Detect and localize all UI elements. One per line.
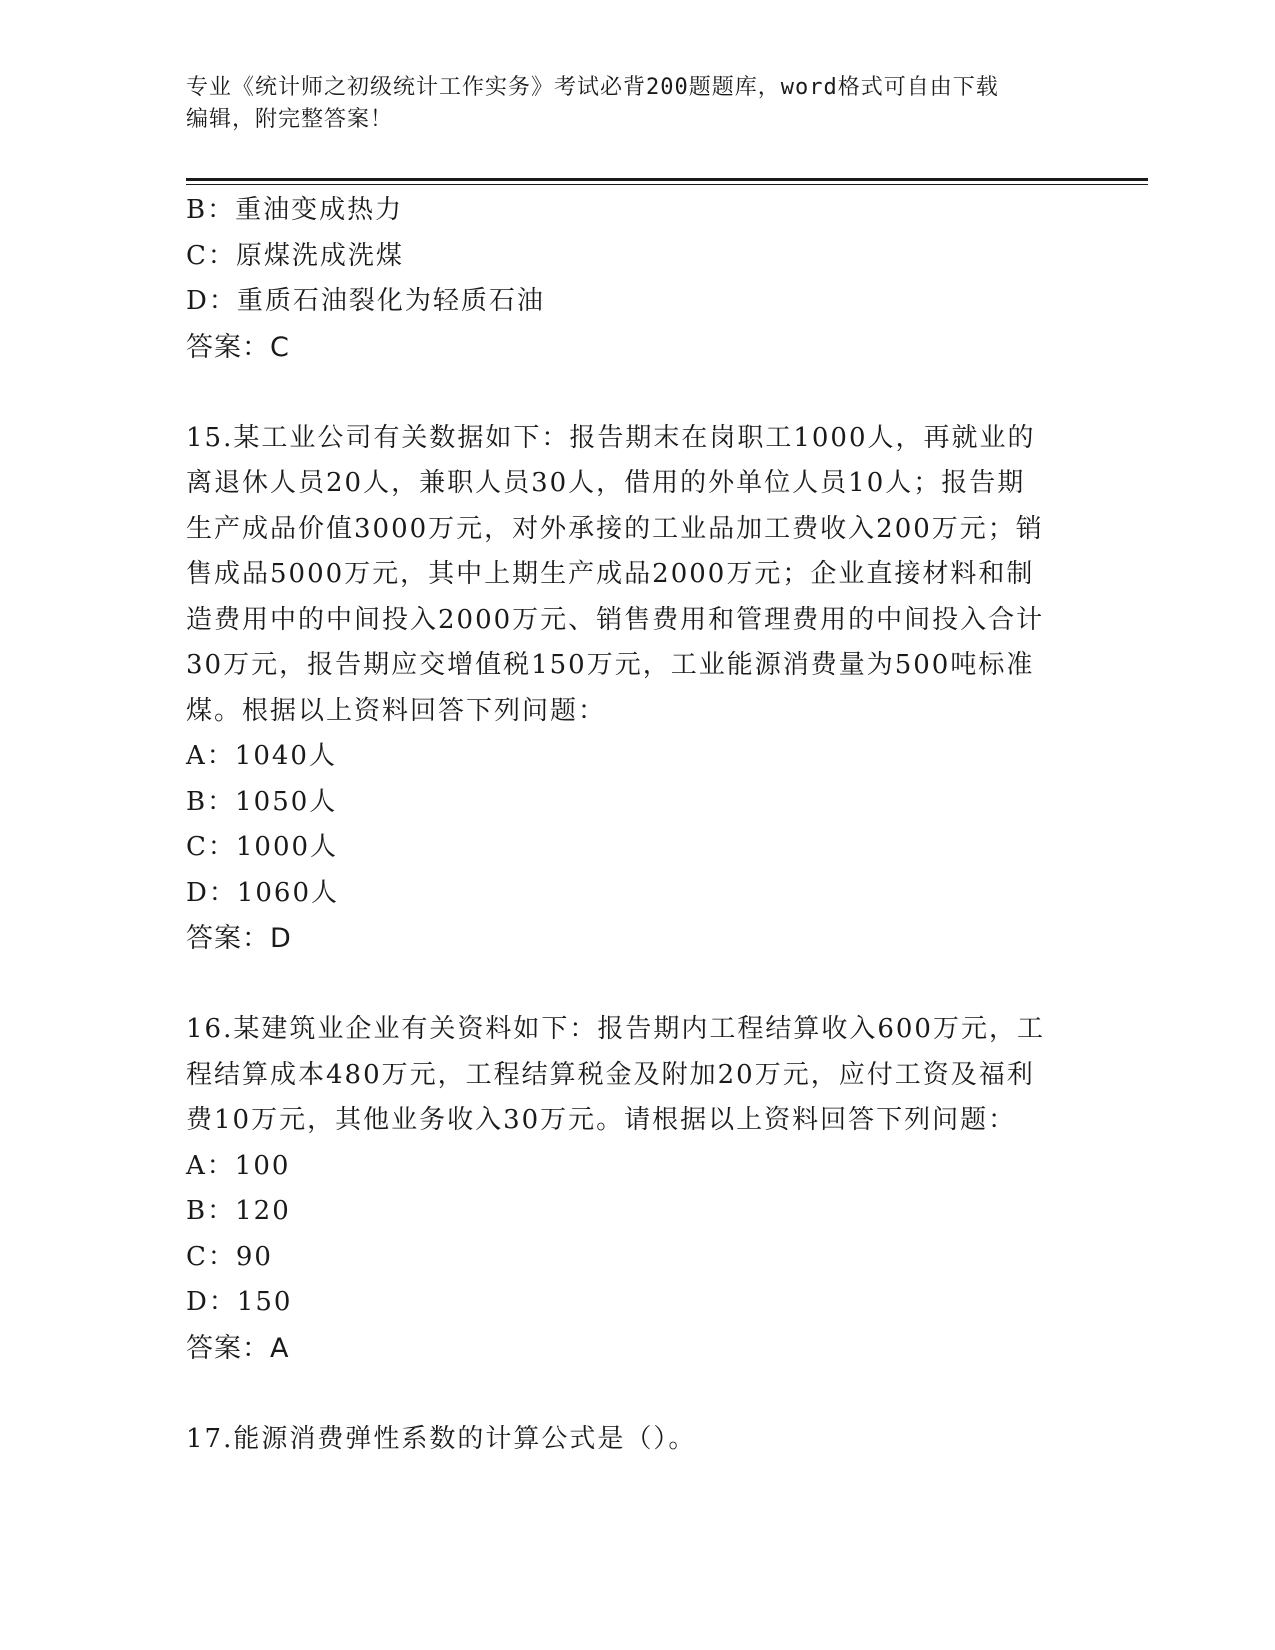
document-header — [186, 72, 1066, 136]
option-c: C：90 — [186, 1241, 273, 1272]
header-line-1: 专业《统计师之初级统计工作实务》考试必背200题题库，word格式可自由下载 — [186, 75, 999, 100]
option-d: D：1060人 — [186, 877, 340, 908]
question-stem-line: 15.某工业公司有关数据如下：报告期末在岗职工1000人，再就业的 — [186, 422, 1036, 453]
question-stem-line: 16.某建筑业企业有关资料如下：报告期内工程结算收入600万元，工 — [186, 1014, 1045, 1044]
answer: 答案：D — [186, 923, 292, 954]
spacer — [186, 962, 1086, 1008]
document-body — [186, 188, 1086, 1462]
option-d: D：150 — [186, 1287, 293, 1317]
question-stem-line: 离退休人员20人，兼职人员30人，借用的外单位人员10人；报告期 — [186, 468, 1026, 498]
question-stem-line: 售成品5000万元，其中上期生产成品2000万元；企业直接材料和制 — [186, 559, 1035, 589]
question-stem-line: 煤。根据以上资料回答下列问题： — [186, 695, 607, 726]
question-stem-line: 生产成品价值3000万元，对外承接的工业品加工费收入200万元；销 — [186, 513, 1044, 544]
option-c: C：1000人 — [186, 832, 339, 862]
question-17 — [186, 1417, 1086, 1463]
header-divider-thin — [186, 184, 1148, 185]
option-b: B：120 — [186, 1196, 291, 1226]
question-stem-line: 30万元，报告期应交增值税150万元，工业能源消费量为500吨标准 — [186, 650, 1035, 680]
header-line-2: 编辑，附完整答案！ — [186, 107, 394, 132]
header-divider-thick — [186, 178, 1148, 181]
question-stem-line: 17.能源消费弹性系数的计算公式是（）。 — [186, 1423, 697, 1454]
question-16 — [186, 1007, 1086, 1371]
answer: 答案：A — [186, 1332, 290, 1364]
spacer — [186, 370, 1086, 416]
option-a: A：100 — [186, 1150, 291, 1181]
question-15 — [186, 416, 1086, 962]
question-14 — [186, 188, 1086, 370]
option-b: B：1050人 — [186, 786, 338, 817]
question-stem-line: 程结算成本480万元，工程结算税金及附加20万元，应付工资及福利 — [186, 1059, 1035, 1090]
question-stem-line: 造费用中的中间投入2000万元、销售费用和管理费用的中间投入合计 — [186, 604, 1045, 635]
option-d: D：重质石油裂化为轻质石油 — [186, 286, 545, 316]
question-stem-line: 费10万元，其他业务收入30万元。请根据以上资料回答下列问题： — [186, 1105, 1017, 1135]
option-a: A：1040人 — [186, 741, 337, 771]
spacer — [186, 1371, 1086, 1417]
option-c: C：原煤洗成洗煤 — [186, 240, 404, 271]
answer: 答案：C — [186, 331, 290, 363]
option-b: B：重油变成热力 — [186, 195, 404, 225]
